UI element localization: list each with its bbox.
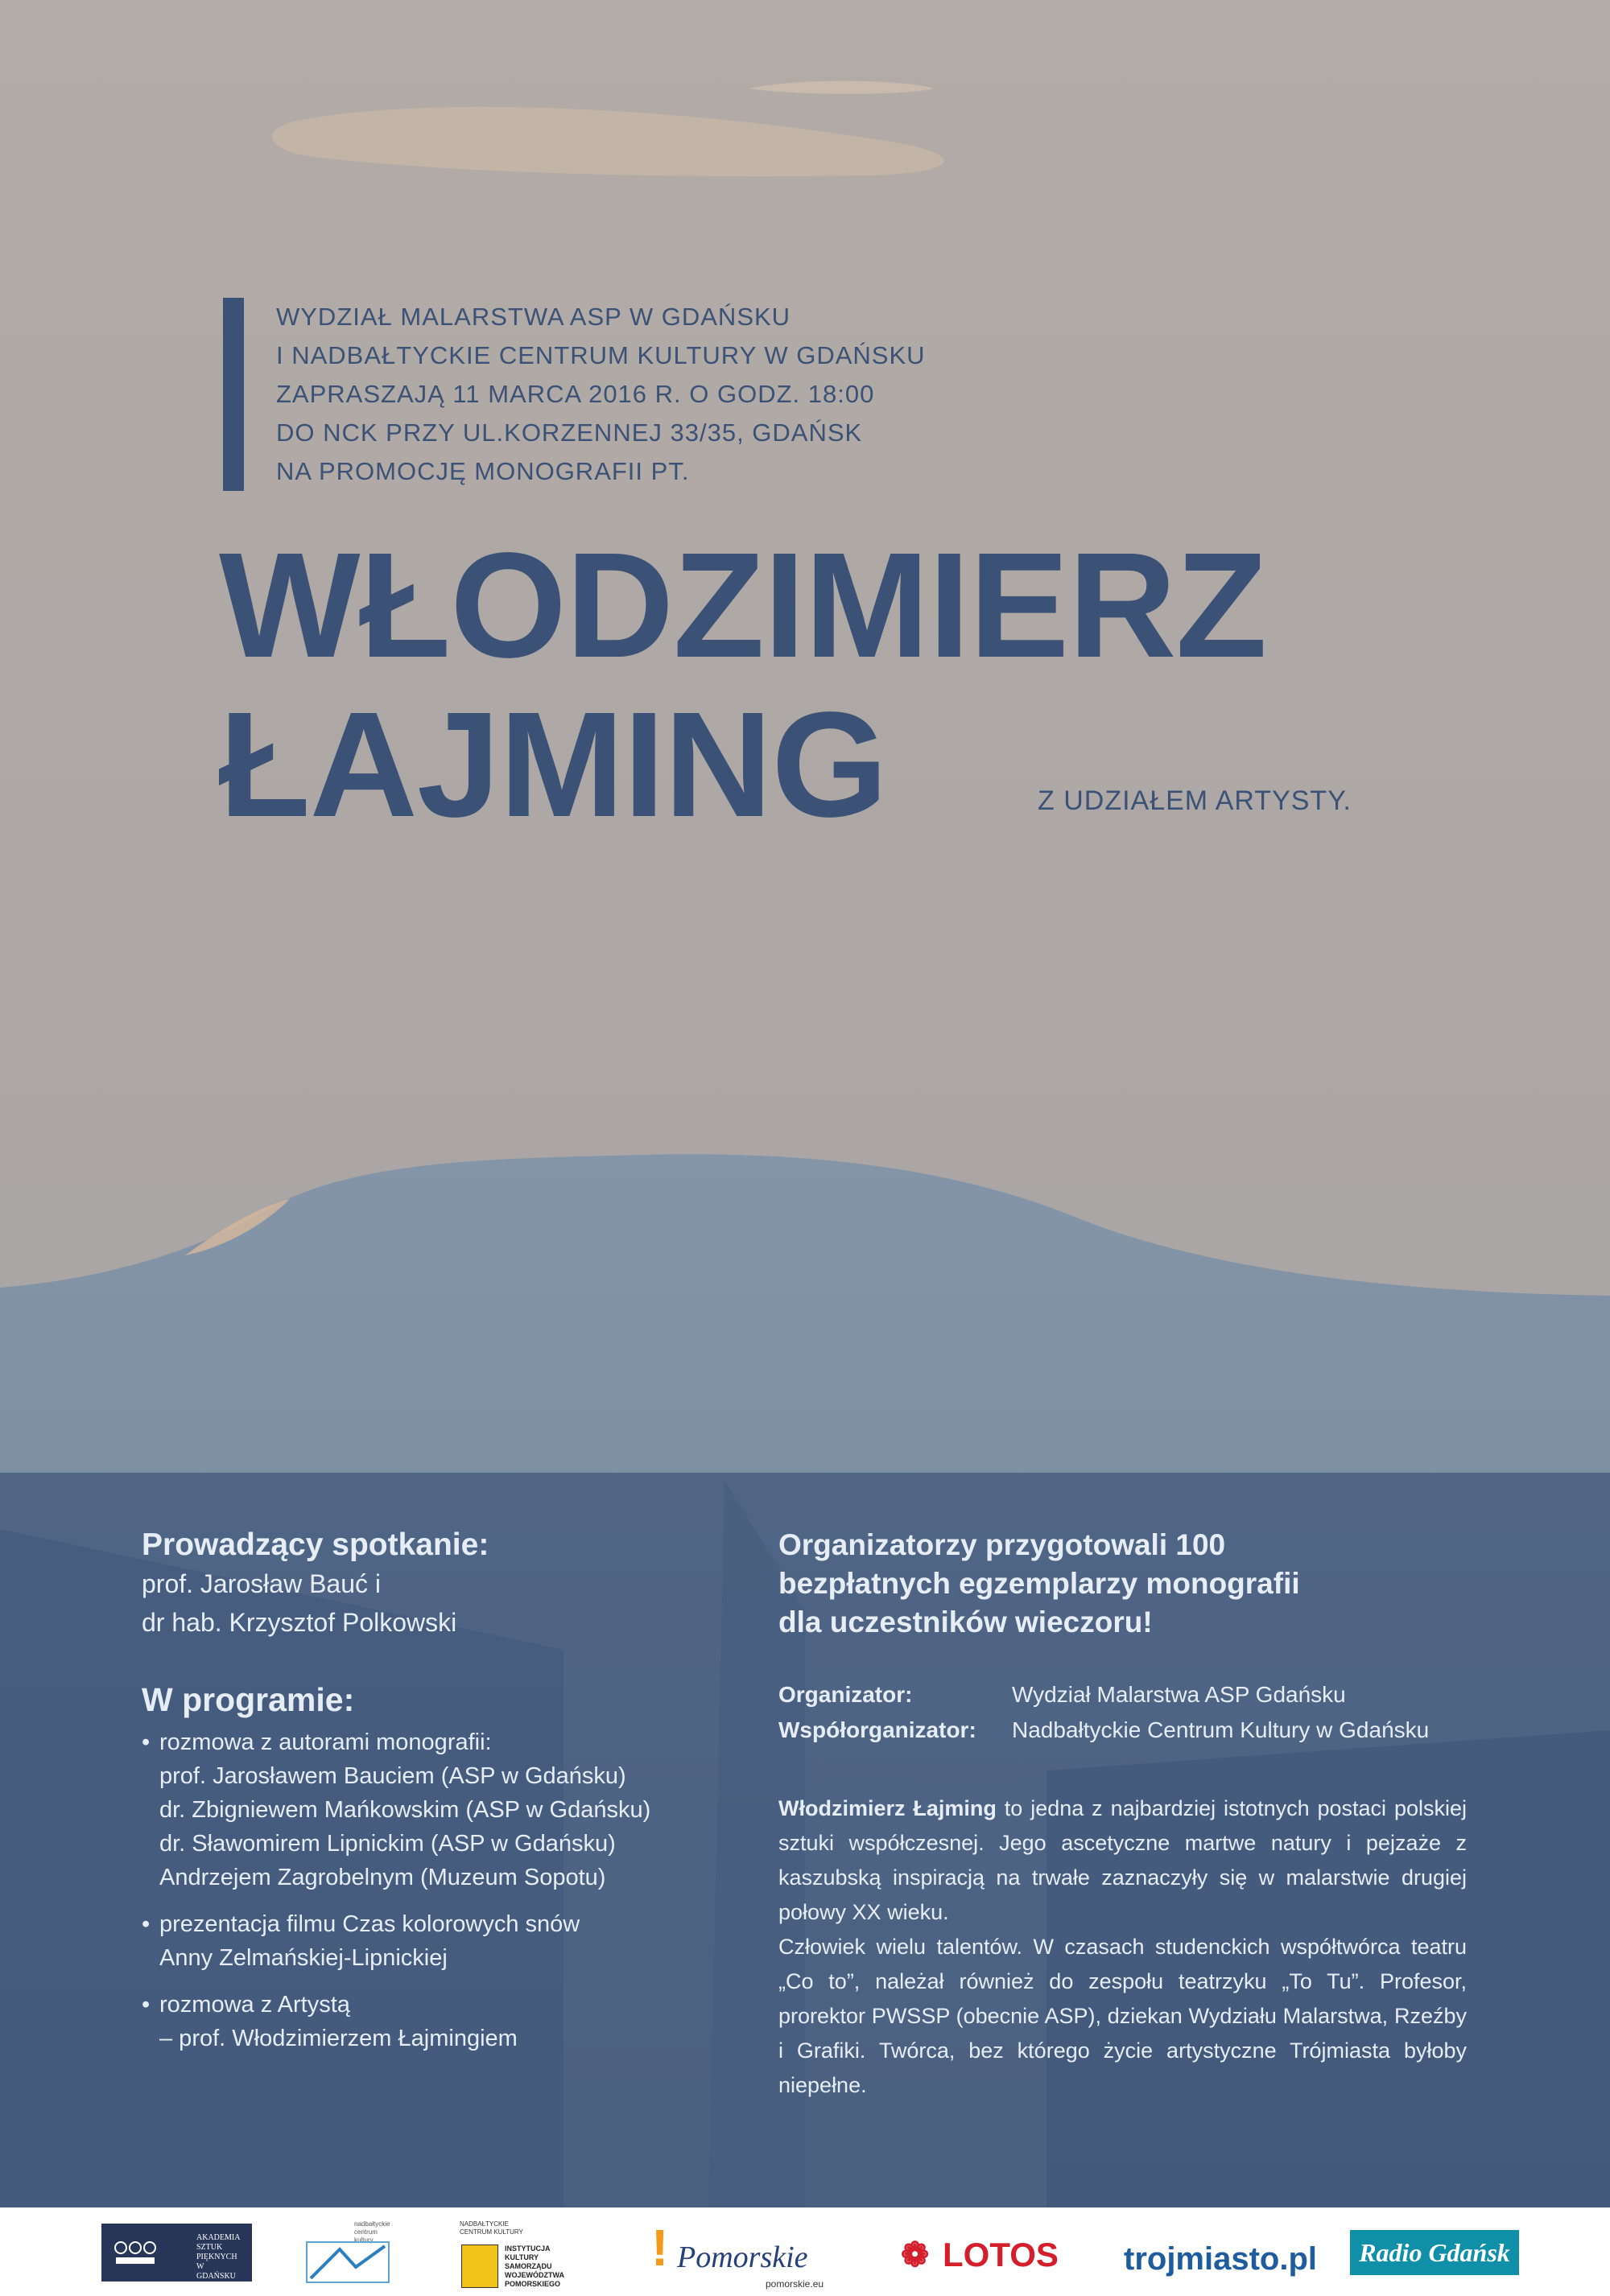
- organizer-label: Organizator:: [778, 1682, 913, 1707]
- institution-text: INSTYTUCJA KULTURY SAMORZĄDU WOJEWÓDZTWA POMORSKIEGO: [505, 2244, 564, 2288]
- bullet-icon: •: [142, 1911, 151, 1937]
- sponsor-footer: [0, 2207, 1610, 2296]
- program-list: [142, 1725, 753, 2055]
- title-last-name: ŁAJMING: [219, 682, 887, 848]
- pomorskie-crest-icon: [461, 2244, 498, 2288]
- title-first-name: WŁODZIMIERZ: [219, 522, 1267, 689]
- pomorskie-logo-icon: !: [651, 2219, 669, 2277]
- radio-gdansk-logo-icon: Radio Gdańsk: [1350, 2230, 1519, 2275]
- program-line: rozmowa z autorami monografii:: [159, 1729, 492, 1755]
- hosts-heading: Prowadzący spotkanie:: [142, 1527, 489, 1562]
- bullet-icon: •: [142, 1992, 151, 2018]
- invitation-line: NA PROMOCJĘ MONOGRAFII PT.: [276, 457, 690, 485]
- host-name: dr hab. Krzysztof Polkowski: [142, 1608, 457, 1637]
- description-text: to jedna z najbardziej istotnych postaci polskiej sztuki współczesnej. Jego ascetyczne martwe natury i pejzaże z kaszubską inspiracją na trwałe zaznaczyły się w malarstwie drugiej połowy XX wieku.: [778, 1796, 1467, 1924]
- co-organizer-row: [778, 1713, 1467, 1748]
- invitation-block: [223, 298, 1081, 491]
- program-item: [142, 1988, 753, 2055]
- nck-logo: [306, 2220, 391, 2283]
- invitation-line: WYDZIAŁ MALARSTWA ASP W GDAŃSKU: [276, 303, 791, 331]
- organizer-row: [778, 1677, 1467, 1713]
- pomorskie-logo-text: Pomorskie: [677, 2240, 808, 2274]
- program-line: Anny Zelmańskiej-Lipnickiej: [159, 1945, 448, 1971]
- nck-logo-text: nadbałtyckie centrum kultury: [354, 2220, 390, 2244]
- lotos-logo: [901, 2233, 1062, 2278]
- invitation-line: DO NCK PRZY UL.KORZENNEJ 33/35, GDAŃSK: [276, 418, 863, 447]
- co-organizer-value: Nadbałtyckie Centrum Kultury w Gdańsku: [1012, 1717, 1430, 1742]
- pomorskie-logo: [648, 2217, 824, 2290]
- asp-logo-icon: [111, 2236, 159, 2269]
- artist-name: Włodzimierz Łajming: [778, 1796, 997, 1820]
- bullet-icon: •: [142, 1729, 151, 1755]
- artist-description: [778, 1791, 1467, 2103]
- subtitle: Z UDZIAŁEM ARTYSTY.: [1038, 785, 1352, 816]
- program-item: [142, 1907, 753, 1975]
- program-line: dr. Zbigniewem Mańkowskim (ASP w Gdańsku): [159, 1797, 651, 1823]
- program-line: prezentacja filmu Czas kolorowych snów: [159, 1911, 580, 1937]
- announcement-line: Organizatorzy przygotowali 100: [778, 1528, 1226, 1561]
- trojmiasto-logo: trojmiasto.pl: [1124, 2241, 1318, 2277]
- nck-logo-icon: [306, 2241, 390, 2283]
- institution-top-text: NADBAŁTYCKIE CENTRUM KULTURY: [460, 2220, 523, 2236]
- co-organizer-label: Współorganizator:: [778, 1717, 976, 1742]
- pomorskie-url: pomorskie.eu: [766, 2278, 824, 2290]
- asp-logo-text: AKADEMIA SZTUK PIĘKNYCH W GDAŃSKU: [196, 2233, 240, 2281]
- organizers: [778, 1677, 1467, 1748]
- program-line: prof. Jarosławem Bauciem (ASP w Gdańsku): [159, 1763, 626, 1789]
- invitation-line: ZAPRASZAJĄ 11 MARCA 2016 R. O GODZ. 18:00: [276, 380, 875, 408]
- program-heading: W programie:: [142, 1681, 355, 1718]
- institution-logo: [460, 2220, 588, 2293]
- lotos-logo-icon: ❁: [901, 2236, 930, 2273]
- program-line: dr. Sławomirem Lipnickim (ASP w Gdańsku): [159, 1831, 616, 1857]
- organizer-value: Wydział Malarstwa ASP Gdańsku: [1012, 1682, 1346, 1707]
- program-line: – prof. Włodzimierzem Łajmingiem: [159, 2026, 518, 2051]
- description-paragraph: [778, 1791, 1467, 1930]
- description-paragraph: Człowiek wielu talentów. W czasach studenckich współtwórca teatru „Co to”, należał również do zespołu teatrzyku „To Tu”. Profesor, prorektor PWSSP (obecnie ASP), dziekan Wydziału Malarstwa, Rzeźby i Grafiki. Twórca, bez którego życie artystyczne Trójmiasta byłoby niepełne.: [778, 1935, 1467, 2097]
- announcement-line: dla uczestników wieczoru!: [778, 1606, 1153, 1639]
- asp-logo: [101, 2224, 252, 2282]
- program-line: Andrzejem Zagrobelnym (Muzeum Sopotu): [159, 1865, 606, 1890]
- announcement-line: bezpłatnych egzemplarzy monografii: [778, 1567, 1300, 1600]
- right-column: [778, 1526, 1467, 2103]
- program-item: [142, 1725, 753, 1894]
- host-name: prof. Jarosław Bauć i: [142, 1569, 382, 1598]
- invitation-line: I NADBAŁTYCKIE CENTRUM KULTURY W GDAŃSKU: [276, 341, 926, 369]
- program-line: rozmowa z Artystą: [159, 1992, 350, 2018]
- lotos-logo-text: LOTOS: [943, 2236, 1059, 2273]
- left-column: [142, 1526, 753, 2068]
